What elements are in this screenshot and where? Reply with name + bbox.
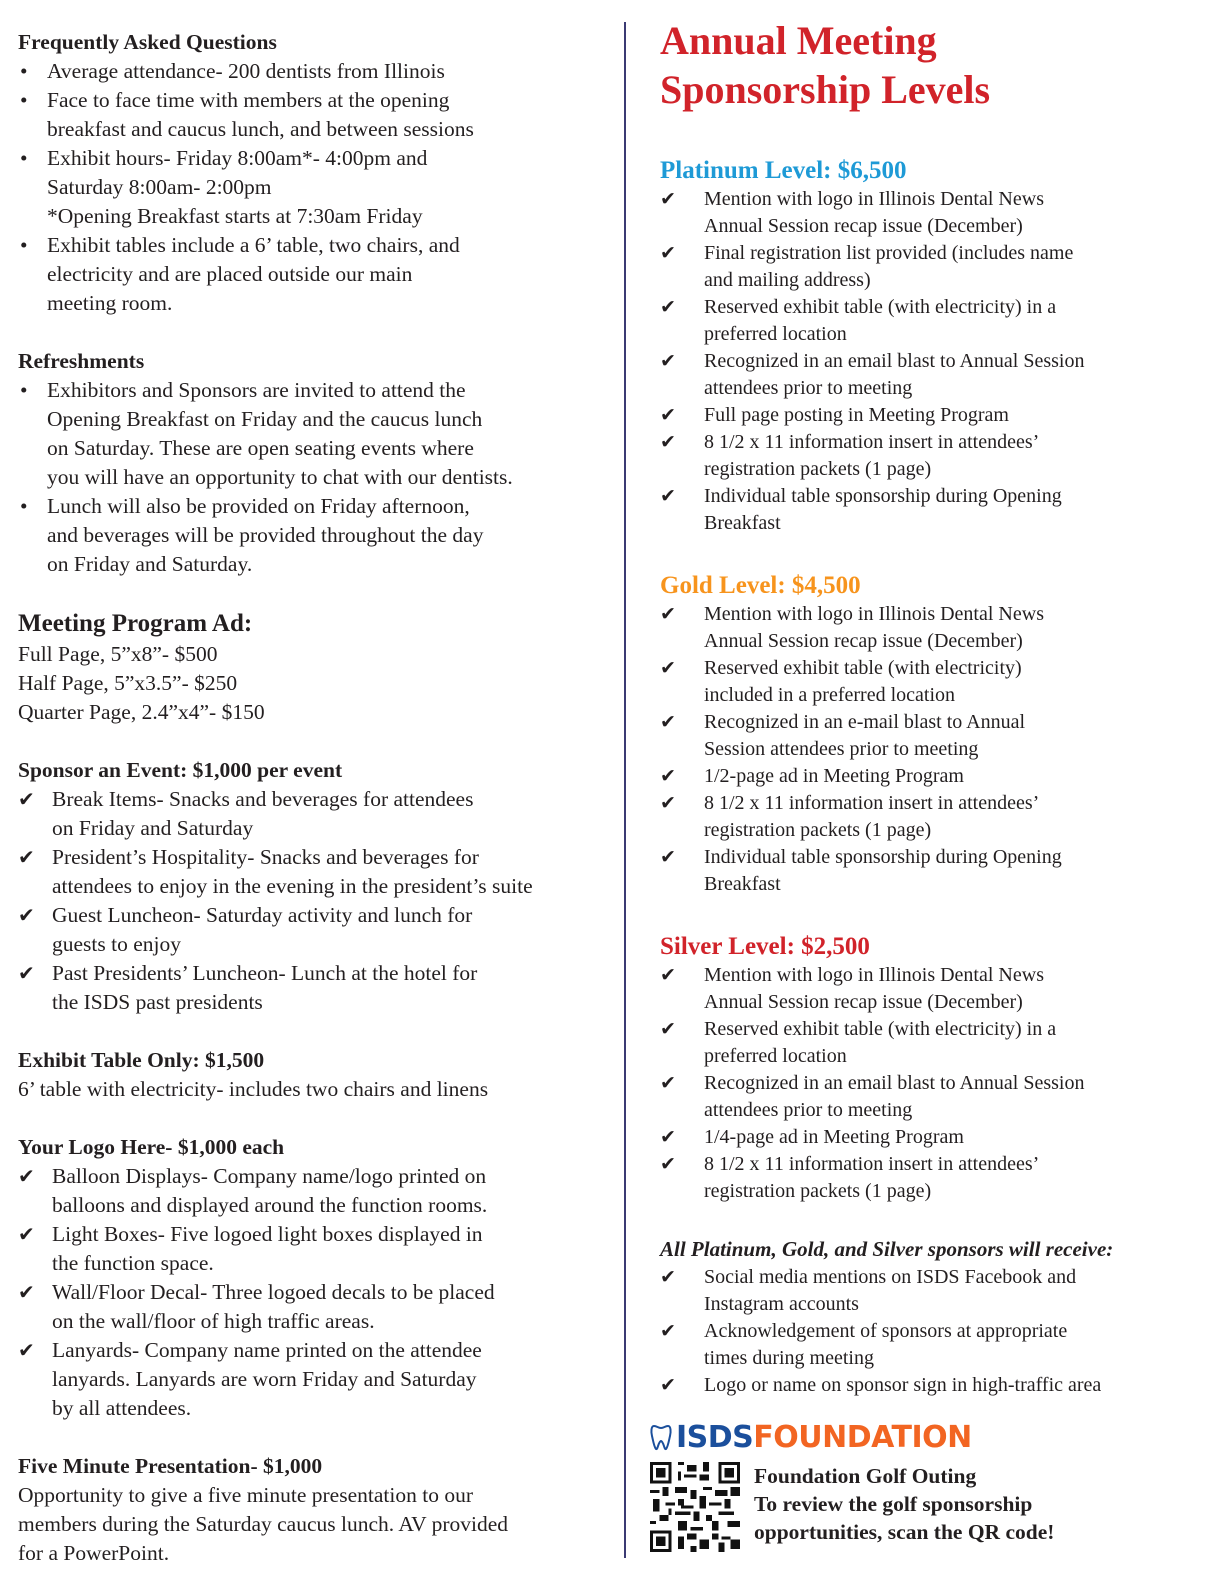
list-item-line: attendees to enjoy in the evening in the president’s suite — [52, 874, 533, 898]
five-minute-heading: Five Minute Presentation- $1,000 — [18, 1454, 323, 1478]
list-item — [18, 86, 618, 144]
five-minute-text — [18, 1481, 618, 1568]
check-icon: ✔ — [660, 792, 676, 814]
gold-benefits-list — [660, 601, 1190, 898]
check-icon: ✔ — [660, 964, 676, 986]
list-item-line: Mention with logo in Illinois Dental News — [704, 603, 1044, 625]
text-line: Half Page, 5”x3.5”- $250 — [18, 671, 238, 695]
list-item-line: the function space. — [52, 1251, 214, 1275]
list-item-line: Recognized in an e-mail blast to Annual — [704, 711, 1026, 733]
list-item-line: 8 1/2 x 11 information insert in attendees’ — [704, 1153, 1040, 1175]
platinum-level-heading: Platinum Level: $6,500 — [660, 157, 907, 184]
list-item-line: Acknowledgement of sponsors at appropriate — [704, 1320, 1068, 1342]
check-icon: ✔ — [660, 657, 676, 679]
list-item-line: Balloon Displays- Company name/logo printed on — [52, 1164, 487, 1188]
list-item — [18, 1336, 618, 1423]
check-icon: ✔ — [18, 1222, 35, 1246]
list-item-line: by all attendees. — [52, 1396, 192, 1420]
exhibit-table-heading: Exhibit Table Only: $1,500 — [18, 1048, 265, 1072]
bullet-icon: • — [20, 233, 28, 257]
list-item — [660, 1318, 1190, 1372]
list-item-line: Social media mentions on ISDS Facebook and — [704, 1266, 1077, 1288]
list-item-line: Average attendance- 200 dentists from Illinois — [47, 59, 445, 83]
list-item-line: Break Items- Snacks and beverages for attendees — [52, 787, 474, 811]
list-item-line: on Saturday. These are open seating events where — [47, 436, 474, 460]
list-item — [660, 240, 1190, 294]
list-item-line: Recognized in an email blast to Annual Session — [704, 1072, 1085, 1094]
list-item — [660, 1151, 1190, 1205]
exhibit-table-text: 6’ table with electricity- includes two chairs and linens — [18, 1077, 489, 1101]
list-item-line: *Opening Breakfast starts at 7:30am Friday — [47, 204, 423, 228]
golf-line-2: To review the golf sponsorship — [754, 1492, 1033, 1516]
bullet-icon: • — [20, 494, 28, 518]
list-item — [660, 844, 1190, 898]
list-item — [18, 843, 618, 901]
check-icon: ✔ — [660, 431, 676, 453]
list-item — [660, 655, 1190, 709]
list-item — [18, 376, 618, 492]
logo-isds-text: ISDS — [676, 1419, 754, 1455]
list-item-line: Breakfast — [704, 873, 781, 895]
gold-level-heading: Gold Level: $4,500 — [660, 572, 861, 599]
foundation-section — [650, 1420, 1190, 1552]
right-column — [660, 16, 1190, 1399]
list-item-line: attendees prior to meeting — [704, 1099, 913, 1121]
list-item — [660, 348, 1190, 402]
list-item-line: you will have an opportunity to chat with our dentists. — [47, 465, 513, 489]
isds-foundation-logo — [650, 1420, 1190, 1454]
list-item-line: Full page posting in Meeting Program — [704, 404, 1009, 426]
check-icon: ✔ — [660, 404, 676, 426]
list-item-line: on Friday and Saturday — [52, 816, 254, 840]
column-divider — [624, 22, 626, 1558]
list-item-line: Recognized in an email blast to Annual Session — [704, 350, 1085, 372]
check-icon: ✔ — [660, 350, 676, 372]
list-item — [660, 709, 1190, 763]
list-item — [18, 492, 618, 579]
list-item-line: Exhibit tables include a 6’ table, two chairs, and — [47, 233, 460, 257]
check-icon: ✔ — [660, 296, 676, 318]
list-item — [660, 601, 1190, 655]
list-item-line: Annual Session recap issue (December) — [704, 630, 1023, 652]
list-item-line: Light Boxes- Five logoed light boxes displayed in — [52, 1222, 483, 1246]
check-icon: ✔ — [660, 1153, 676, 1175]
all-sponsors-heading: All Platinum, Gold, and Silver sponsors will receive: — [660, 1237, 1114, 1261]
check-icon: ✔ — [660, 1018, 676, 1040]
text-line: Full Page, 5”x8”- $500 — [18, 642, 218, 666]
list-item-line: Mention with logo in Illinois Dental News — [704, 964, 1044, 986]
list-item-line: Exhibit hours- Friday 8:00am*- 4:00pm and — [47, 146, 428, 170]
bullet-icon: • — [20, 378, 28, 402]
text-line: members during the Saturday caucus lunch. AV provided — [18, 1512, 509, 1536]
check-icon: ✔ — [18, 1280, 35, 1304]
faq-list — [18, 57, 618, 318]
golf-line-3: opportunities, scan the QR code! — [754, 1520, 1055, 1544]
list-item — [660, 483, 1190, 537]
list-item — [18, 785, 618, 843]
bullet-icon: • — [20, 59, 28, 83]
list-item-line: Mention with logo in Illinois Dental News — [704, 188, 1044, 210]
list-item — [18, 959, 618, 1017]
check-icon: ✔ — [660, 1072, 676, 1094]
check-icon: ✔ — [660, 242, 676, 264]
list-item-line: Saturday 8:00am- 2:00pm — [47, 175, 272, 199]
your-logo-list — [18, 1162, 618, 1423]
list-item — [660, 1372, 1190, 1399]
check-icon: ✔ — [660, 603, 676, 625]
list-item-line: Individual table sponsorship during Opening — [704, 485, 1062, 507]
platinum-benefits-list — [660, 186, 1190, 537]
list-item — [660, 1124, 1190, 1151]
list-item-line: Annual Session recap issue (December) — [704, 215, 1023, 237]
list-item-line: Breakfast — [704, 512, 781, 534]
list-item-line: Guest Luncheon- Saturday activity and lunch for — [52, 903, 473, 927]
list-item-line: balloons and displayed around the function rooms. — [52, 1193, 488, 1217]
check-icon: ✔ — [660, 846, 676, 868]
list-item — [660, 186, 1190, 240]
check-icon: ✔ — [18, 961, 35, 985]
your-logo-heading: Your Logo Here- $1,000 each — [18, 1135, 285, 1159]
list-item-line: Reserved exhibit table (with electricity) in a — [704, 1018, 1057, 1040]
list-item-line: attendees prior to meeting — [704, 377, 913, 399]
check-icon: ✔ — [660, 485, 676, 507]
list-item-line: Session attendees prior to meeting — [704, 738, 979, 760]
check-icon: ✔ — [18, 1164, 35, 1188]
text-line: for a PowerPoint. — [18, 1541, 170, 1565]
check-icon: ✔ — [660, 1266, 676, 1288]
silver-level-heading: Silver Level: $2,500 — [660, 933, 870, 960]
list-item-line: 1/2-page ad in Meeting Program — [704, 765, 964, 787]
list-item-line: Lanyards- Company name printed on the attendee — [52, 1338, 482, 1362]
check-icon: ✔ — [18, 845, 35, 869]
left-column — [18, 28, 618, 1568]
list-item — [18, 1220, 618, 1278]
list-item — [660, 294, 1190, 348]
golf-line-1: Foundation Golf Outing — [754, 1464, 977, 1488]
list-item-line: included in a preferred location — [704, 684, 955, 706]
list-item — [18, 144, 618, 231]
qr-code-icon[interactable] — [650, 1462, 740, 1552]
sponsor-event-list — [18, 785, 618, 1017]
list-item — [660, 1070, 1190, 1124]
list-item — [18, 57, 618, 86]
list-item-line: on the wall/floor of high traffic areas. — [52, 1309, 375, 1333]
list-item — [18, 1278, 618, 1336]
refreshments-heading: Refreshments — [18, 349, 145, 373]
program-ad-heading: Meeting Program Ad: — [18, 610, 253, 637]
list-item-line: 8 1/2 x 11 information insert in attendees’ — [704, 792, 1040, 814]
list-item-line: Lunch will also be provided on Friday afternoon, — [47, 494, 470, 518]
list-item-line: Past Presidents’ Luncheon- Lunch at the hotel for — [52, 961, 478, 985]
all-sponsors-benefits-list — [660, 1264, 1190, 1399]
list-item-line: President’s Hospitality- Snacks and beverages for — [52, 845, 479, 869]
check-icon: ✔ — [18, 1338, 35, 1362]
list-item-line: Logo or name on sponsor sign in high-traffic area — [704, 1374, 1102, 1396]
list-item-line: registration packets (1 page) — [704, 458, 932, 480]
list-item-line: registration packets (1 page) — [704, 819, 932, 841]
list-item — [660, 429, 1190, 483]
bullet-icon: • — [20, 88, 28, 112]
check-icon: ✔ — [660, 1126, 676, 1148]
list-item-line: Final registration list provided (includes name — [704, 242, 1074, 264]
check-icon: ✔ — [660, 188, 676, 210]
list-item-line: 8 1/2 x 11 information insert in attendees’ — [704, 431, 1040, 453]
text-line: Quarter Page, 2.4”x4”- $150 — [18, 700, 265, 724]
list-item-line: Annual Session recap issue (December) — [704, 991, 1023, 1013]
check-icon: ✔ — [18, 903, 35, 927]
list-item-line: and beverages will be provided throughout the day — [47, 523, 484, 547]
list-item-line: electricity and are placed outside our main — [47, 262, 413, 286]
faq-heading: Frequently Asked Questions — [18, 30, 277, 54]
list-item-line: guests to enjoy — [52, 932, 181, 956]
list-item-line: Instagram accounts — [704, 1293, 859, 1315]
list-item-line: Reserved exhibit table (with electricity) — [704, 657, 1022, 679]
list-item — [660, 402, 1190, 429]
list-item-line: and mailing address) — [704, 269, 871, 291]
list-item-line: breakfast and caucus lunch, and between sessions — [47, 117, 474, 141]
check-icon: ✔ — [660, 1374, 676, 1396]
check-icon: ✔ — [18, 787, 35, 811]
list-item-line: the ISDS past presidents — [52, 990, 263, 1014]
list-item — [660, 790, 1190, 844]
silver-benefits-list — [660, 962, 1190, 1205]
list-item-line: lanyards. Lanyards are worn Friday and Saturday — [52, 1367, 477, 1391]
list-item — [660, 763, 1190, 790]
list-item-line: Exhibitors and Sponsors are invited to attend the — [47, 378, 466, 402]
check-icon: ✔ — [660, 765, 676, 787]
list-item-line: registration packets (1 page) — [704, 1180, 932, 1202]
program-ad-prices — [18, 640, 618, 727]
list-item-line: Individual table sponsorship during Opening — [704, 846, 1062, 868]
logo-foundation-text: FOUNDATION — [753, 1419, 972, 1455]
list-item — [18, 231, 618, 318]
golf-outing-text — [754, 1462, 1054, 1552]
main-title-line-2: Sponsorship Levels — [660, 67, 991, 112]
list-item — [18, 901, 618, 959]
list-item-line: Face to face time with members at the opening — [47, 88, 450, 112]
list-item — [660, 1016, 1190, 1070]
list-item — [660, 1264, 1190, 1318]
list-item-line: preferred location — [704, 323, 847, 345]
check-icon: ✔ — [660, 711, 676, 733]
main-title-line-1: Annual Meeting — [660, 18, 937, 63]
bullet-icon: • — [20, 146, 28, 170]
refreshments-list — [18, 376, 618, 579]
list-item — [18, 1162, 618, 1220]
tooth-icon — [650, 1423, 672, 1451]
list-item-line: Wall/Floor Decal- Three logoed decals to be placed — [52, 1280, 495, 1304]
list-item-line: preferred location — [704, 1045, 847, 1067]
list-item-line: Opening Breakfast on Friday and the caucus lunch — [47, 407, 483, 431]
sponsor-event-heading: Sponsor an Event: $1,000 per event — [18, 758, 343, 782]
text-line: Opportunity to give a five minute presentation to our — [18, 1483, 473, 1507]
list-item-line: 1/4-page ad in Meeting Program — [704, 1126, 964, 1148]
check-icon: ✔ — [660, 1320, 676, 1342]
list-item-line: meeting room. — [47, 291, 173, 315]
list-item-line: times during meeting — [704, 1347, 874, 1369]
list-item-line: Reserved exhibit table (with electricity) in a — [704, 296, 1057, 318]
list-item — [660, 962, 1190, 1016]
list-item-line: on Friday and Saturday. — [47, 552, 253, 576]
